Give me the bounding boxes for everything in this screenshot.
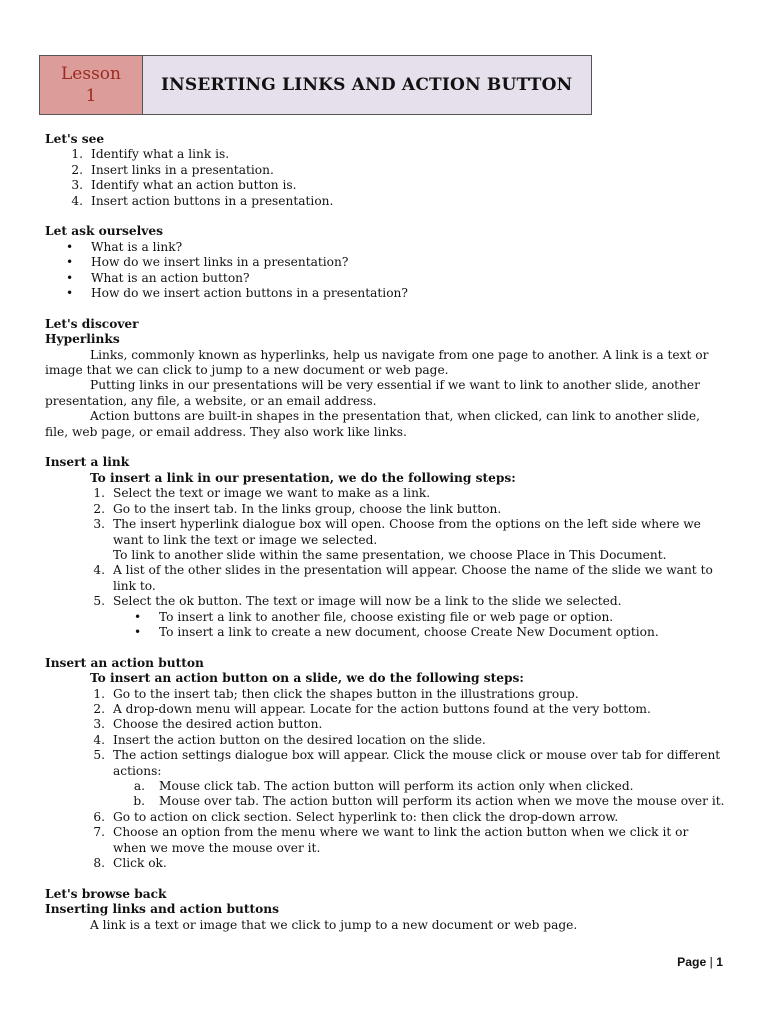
- list-text: Go to the insert tab. In the links group, choose the link button.: [113, 501, 502, 516]
- bullet-icon: •: [66, 286, 74, 301]
- bullet-icon: •: [66, 255, 74, 270]
- list-item: [45, 825, 725, 856]
- hyperlinks-subheading: Hyperlinks: [45, 332, 120, 347]
- list-number: 4.: [71, 193, 83, 208]
- list-number: 8.: [93, 856, 105, 871]
- list-number: 2.: [93, 701, 105, 716]
- list-text: The insert hyperlink dialogue box will open. Choose from the options on the left side where we want to link the text or image we selected.: [113, 517, 701, 547]
- insert-action-heading: Insert an action button: [45, 655, 204, 670]
- list-item: [45, 194, 725, 209]
- list-item: [45, 563, 725, 594]
- list-item: [45, 594, 725, 609]
- sub-list-item: [45, 779, 725, 794]
- list-text: Insert action buttons in a presentation.: [91, 193, 334, 208]
- document-body: [45, 132, 725, 933]
- list-number: 3.: [71, 178, 83, 193]
- list-number: 1.: [71, 147, 83, 162]
- list-item: [45, 486, 725, 501]
- list-item: [45, 517, 725, 548]
- list-text: Choose the desired action button.: [113, 717, 323, 732]
- sub-list-item: [45, 794, 725, 809]
- list-number: 3.: [93, 517, 105, 532]
- ask-list: [45, 240, 725, 302]
- lesson-badge: [40, 56, 143, 114]
- list-item: [45, 255, 725, 270]
- list-item: [45, 702, 725, 717]
- list-number: 6.: [93, 809, 105, 824]
- list-number: 4.: [93, 563, 105, 578]
- list-item: [45, 733, 725, 748]
- list-text: Identify what a link is.: [91, 147, 230, 162]
- list-text: What is a link?: [91, 239, 183, 254]
- paragraph: Links, commonly known as hyperlinks, help us navigate from one page to another. A link is a text or image that we can click to jump to a new document or web page.: [45, 347, 709, 378]
- list-item: [45, 687, 725, 702]
- list-number: 5.: [93, 748, 105, 763]
- browse-back-subheading: Inserting links and action buttons: [45, 902, 279, 917]
- list-text: Go to the insert tab; then click the shapes button in the illustrations group.: [113, 686, 579, 701]
- list-number: 1.: [93, 486, 105, 501]
- page-label: Page: [677, 955, 707, 969]
- page-footer: [677, 955, 723, 969]
- insert-link-steps: [45, 486, 725, 640]
- list-number: 4.: [93, 732, 105, 747]
- list-item: [45, 240, 725, 255]
- list-item: [45, 810, 725, 825]
- page-title: INSERTING LINKS AND ACTION BUTTON: [161, 75, 573, 95]
- list-item: [45, 147, 725, 162]
- list-item: [45, 502, 725, 517]
- list-text: Mouse over tab. The action button will perform its action when we move the mouse over it.: [159, 794, 725, 809]
- lesson-label: Lesson: [61, 64, 121, 84]
- list-number: 1.: [93, 686, 105, 701]
- lesson-number: 1: [85, 86, 97, 106]
- list-text: Click ok.: [113, 856, 167, 871]
- paragraph: Action buttons are built-in shapes in the presentation that, when clicked, can link to another slide, file, web page, or email address. They also work like links.: [45, 409, 700, 439]
- list-item: [45, 286, 725, 301]
- list-text: Go to action on click section. Select hyperlink to: then click the drop-down arrow.: [113, 809, 619, 824]
- list-text: A list of the other slides in the presentation will appear. Choose the name of the slide we want to link to.: [113, 563, 713, 593]
- insert-link-intro: To insert a link in our presentation, we do the following steps:: [90, 470, 516, 485]
- insert-action-intro: To insert an action button on a slide, we do the following steps:: [90, 671, 524, 686]
- list-item: [45, 163, 725, 178]
- list-item: [45, 717, 725, 732]
- list-text: The action settings dialogue box will appear. Click the mouse click or mouse over tab for different actions:: [113, 748, 721, 778]
- list-text: How do we insert action buttons in a presentation?: [91, 286, 408, 301]
- lets-see-heading: Let's see: [45, 132, 105, 146]
- list-text: Select the text or image we want to make as a link.: [113, 486, 431, 501]
- list-item: [45, 625, 725, 640]
- list-text: Insert the action button on the desired location on the slide.: [113, 732, 486, 747]
- list-letter: a.: [133, 779, 145, 793]
- list-text: Insert links in a presentation.: [91, 162, 274, 177]
- list-letter: b.: [133, 794, 145, 809]
- paragraph: Putting links in our presentations will be very essential if we want to link to another slide, another presentation, any file, a website, or an email address.: [45, 378, 700, 408]
- list-number: 7.: [93, 825, 105, 840]
- browse-back-heading: Let's browse back: [45, 886, 167, 901]
- list-text: What is an action button?: [91, 270, 250, 285]
- list-number: 2.: [71, 162, 83, 177]
- bullet-icon: •: [66, 270, 74, 285]
- list-number: 5.: [93, 594, 105, 609]
- paragraph: A link is a text or image that we click to jump to a new document or web page.: [90, 917, 578, 932]
- list-text: To insert a link to create a new document, choose Create New Document option.: [159, 624, 659, 639]
- list-text: Select the ok button. The text or image will now be a link to the slide we selected.: [113, 594, 622, 609]
- lesson-header: [39, 55, 592, 115]
- list-item: [45, 610, 725, 625]
- bullet-icon: •: [134, 609, 142, 624]
- list-text: To insert a link to another file, choose existing file or web page or option.: [159, 609, 614, 624]
- list-item: [45, 178, 725, 193]
- page-number: 1: [716, 955, 723, 969]
- list-item: [45, 271, 725, 286]
- page-separator: |: [709, 955, 713, 969]
- list-item: [45, 748, 725, 779]
- bullet-icon: •: [134, 624, 142, 639]
- list-text: Identify what an action button is.: [91, 178, 297, 193]
- list-number: 2.: [93, 501, 105, 516]
- list-item: [45, 856, 725, 871]
- list-text: Mouse click tab. The action button will perform its action only when clicked.: [159, 779, 634, 793]
- list-text: Choose an option from the menu where we want to link the action button when we click it or when we move the mouse over it.: [113, 825, 689, 855]
- list-item-continuation: To link to another slide within the same presentation, we choose Place in This Document.: [113, 547, 667, 562]
- list-text: A drop-down menu will appear. Locate for the action buttons found at the very bottom.: [113, 701, 651, 716]
- lesson-title-box: [143, 56, 591, 114]
- list-text: How do we insert links in a presentation?: [91, 255, 349, 270]
- lets-see-list: [45, 147, 725, 209]
- insert-link-heading: Insert a link: [45, 455, 130, 470]
- discover-heading: Let's discover: [45, 316, 139, 331]
- insert-action-steps: [45, 687, 725, 872]
- ask-heading: Let ask ourselves: [45, 224, 163, 239]
- bullet-icon: •: [66, 239, 74, 254]
- list-number: 3.: [93, 717, 105, 732]
